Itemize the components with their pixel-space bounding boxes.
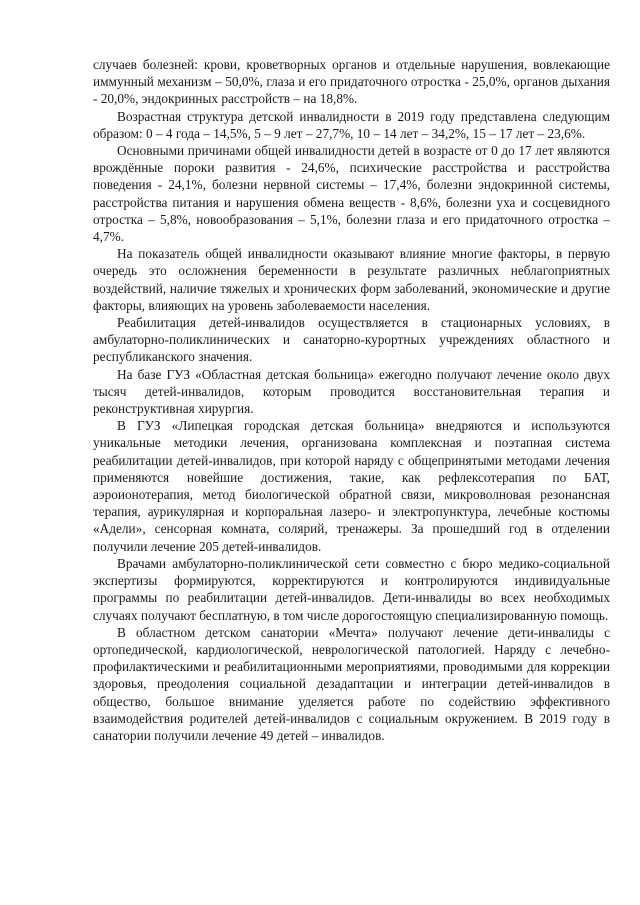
paragraph-regional-hospital: На базе ГУЗ «Областная детская больница» ежегодно получают лечение около двух тысяч детей-инвалидов, которым проводится восстановительная терапия и реконструктивная хирургия. (93, 366, 610, 417)
paragraph-sanatorium-mechta: В областном детском санатории «Мечта» получают лечение дети-инвалиды с ортопедической, кардиологической, неврологической патологией. Наряду с лечебно-профилактическими и реабилитационными мероприятиями, проводимыми для коррекции здоровья, преодоления социальной дезадаптации и интеграции детей-инвалидов в общество, большое внимание уделяется работе по содействию эффективного взаимодействия родителей детей-инвалидов с социальным окружением. В 2019 году в санатории получили лечение 49 детей – инвалидов. (93, 624, 610, 743)
paragraph-age-structure: Возрастная структура детской инвалидности в 2019 году представлена следующим образом: 0 – 4 года – 14,5%, 5 – 9 лет – 27,7%, 10 – 14 лет – 34,2%, 15 – 17 лет – 23,6%. (93, 108, 610, 141)
paragraph-influencing-factors: На показатель общей инвалидности оказывают влияние многие факторы, в первую очередь это осложнения беременности в результате различных неблагоприятных воздействий, наличие тяжелых и хронических форм заболеваний, экономические и другие факторы, влияющих на уровень заболеваемости населения. (93, 246, 610, 313)
paragraph-main-causes: Основными причинами общей инвалидности детей в возрасте от 0 до 17 лет являются врождённые пороки развития - 24,6%, психические расстройства и расстройства поведения - 24,1%, болезни нервной системы – 17,4%, болезни эндокринной системы, расстройства питания и нарушения обмена веществ - 8,6%, болезни уха и сосцевидного отростка – 5,8%, новообразования – 5,1%, болезни глаза и его придаточного отростка – 4,7%. (93, 143, 610, 245)
paragraph-city-hospital: В ГУЗ «Липецкая городская детская больница» внедряются и используются уникальные методики лечения, организована комплексная и поэтапная система реабилитации детей-инвалидов, при которой наряду с общепринятыми методами лечения применяются новейшие достижения, такие, как рефлексотерапия по БАТ, аэроионотерапия, метод биологической обратной связи, микроволновая резонансная терапия, аурикулярная и корпоральная лазеро- и электропунктура, лечебные костюмы «Адели», сенсорная комната, солярий, тренажеры. За прошедший год в отделении получили лечение 205 детей-инвалидов. (93, 418, 610, 554)
document-page (93, 56, 610, 744)
paragraph-rehabilitation-settings: Реабилитация детей-инвалидов осуществляется в стационарных условиях, в амбулаторно-поликлинических и санаторно-курортных учреждениях областного и республиканского значения. (93, 315, 610, 365)
paragraph-disease-breakdown: случаев болезней: крови, кроветворных органов и отдельные нарушения, вовлекающие иммунный механизм – 50,0%, глаза и его придаточного отростка - 25,0%, органов дыхания - 20,0%, эндокринных расстройств – на 18,8%. (93, 57, 610, 107)
paragraph-outpatient-network: Врачами амбулаторно-поликлинической сети совместно с бюро медико-социальной экспертизы формируются, корректируются и контролируются индивидуальные программы по реабилитации детей-инвалидов. Дети-инвалиды во всех необходимых случаях получают бесплатную, в том числе дорогостоящую специализированную помощь. (93, 555, 610, 623)
